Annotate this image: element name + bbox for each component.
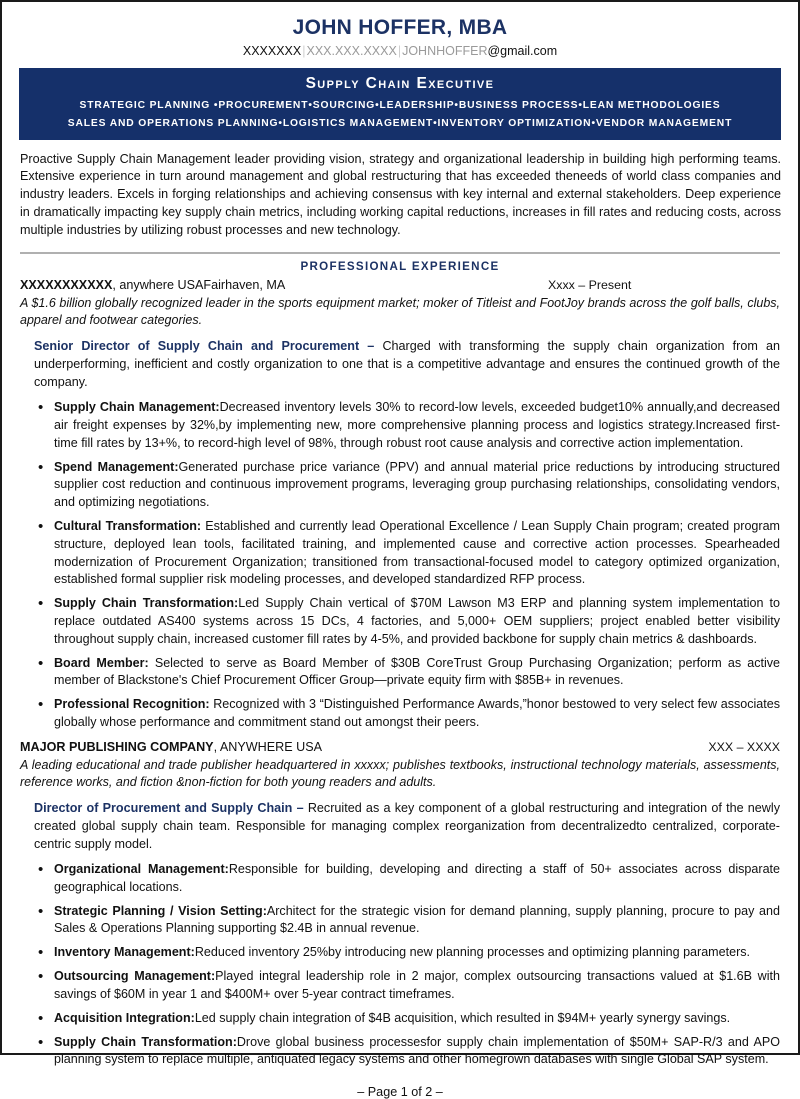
- list-item: [20, 861, 780, 897]
- bullet-text: Drove global business processesfor supply chain implementation of $50M+ SAP-R/3 and APO planning system to replace multiple, antiquated legacy systems and other homegrown databases with single Global SAP system.: [54, 1034, 781, 1067]
- list-item: [20, 399, 780, 452]
- job-dates: XXX – XXXX: [708, 739, 780, 754]
- banner-keywords-line-2: SALES AND OPERATIONS PLANNING•LOGISTICS MANAGEMENT•INVENTORY OPTIMIZATION•VENDOR MANAGEMENT: [67, 117, 733, 129]
- role-description: Charged with transforming the supply chain organization from an underperforming, inefficient and costly organization to one that is a competitive advantage and ensures the continued growth of the company.: [34, 339, 781, 390]
- company-description: A leading educational and trade publisher headquartered in xxxxx; publishes textbooks, instructional technology materials, assessments, reference works, and fiction &non-fiction for both young readers and adults.: [20, 757, 780, 790]
- bullet-text: Generated purchase price variance (PPV) and annual material price reductions by introducing structured supplier cost reduction and continuous improvement programs, leveraging group purchasing relationships, consolidating vendors, and optimizing negotiations.: [54, 459, 780, 510]
- bullet-lead: Supply Chain Transformation:: [54, 596, 239, 611]
- list-item: [20, 1010, 780, 1028]
- section-heading-professional-experience: PROFESSIONAL EXPERIENCE: [300, 259, 500, 273]
- professional-summary: Proactive Supply Chain Management leader providing vision, strategy and organizational leadership in building high performing teams. Extensive experience in turn around management and global restructuring that has exceeded theneeds of world class companies and industry leaders. Excels in forging relationships and achieving consensus with key internal and external stakeholders. Deep experience in dramatically impacting key supply chain metrics, including working capital reductions, increases in fill rates and reducing costs, across multiple industries by utilizing robust processes and new technology.: [20, 151, 781, 238]
- bullet-text: Reduced inventory 25%by introducing new planning processes and optimizing planning parameters.: [194, 945, 751, 960]
- company-name: XXXXXXXXXXX: [20, 277, 113, 292]
- bullet-lead: Supply Chain Management:: [54, 400, 220, 415]
- company-description: A $1.6 billion globally recognized leader in the sports equipment market; moker of Titleist and FootJoy brands across the golf balls, clubs, apparel and footwear categories.: [20, 295, 780, 328]
- achievement-list: [20, 861, 780, 1069]
- company-name: MAJOR PUBLISHING COMPANY: [20, 739, 214, 754]
- list-item: [20, 459, 780, 512]
- company-location: , ANYWHERE USA: [213, 739, 323, 754]
- contact-phone: XXX.XXX.XXXX: [306, 44, 397, 59]
- bullet-text: Selected to serve as Board Member of $30B CoreTrust Group Purchasing Organization; perform as active member of Blackstone's Chief Procurement Officer Group—private equity firm with $85B+ in revenues.: [54, 655, 781, 688]
- bullet-text: Led supply chain integration of $4B acquisition, which resulted in $94M+ yearly synergy savings.: [194, 1010, 731, 1025]
- bullet-text: Architect for the strategic vision for demand planning, supply planning, procure to pay and Sales & Operations Planning supporting $2.4B in annual revenue.: [54, 903, 780, 936]
- bullet-text: Recognized with 3 “Distinguished Performance Awards,”honor bestowed to very select few associates globally whose performance and commitment stand out amongst their peers.: [54, 697, 780, 730]
- role-title: Senior Director of Supply Chain and Procurement –: [34, 339, 383, 354]
- role-title: Director of Procurement and Supply Chain –: [34, 801, 308, 816]
- list-item: [20, 1034, 780, 1070]
- job-dates: Xxxx – Present: [548, 277, 632, 292]
- contact-line: [18, 44, 782, 59]
- bullet-lead: Organizational Management:: [54, 862, 229, 877]
- banner-keywords-line-1: STRATEGIC PLANNING •PROCUREMENT•SOURCING•LEADERSHIP•BUSINESS PROCESS•LEAN METHODOLOGIES: [79, 99, 721, 111]
- contact-address: XXXXXXX: [242, 44, 302, 59]
- job-header: [20, 277, 780, 294]
- section-divider: [20, 252, 780, 254]
- list-item: [20, 696, 780, 732]
- contact-separator-1: |: [302, 44, 306, 59]
- bullet-lead: Supply Chain Transformation:: [54, 1034, 237, 1049]
- achievement-list: [20, 399, 780, 732]
- role-block: [34, 338, 780, 392]
- bullet-text: Responsible for building, developing and directing a staff of 50+ associates across disparate geographical locations.: [54, 862, 781, 894]
- role-block: [34, 800, 780, 854]
- role-description: Recruited as a key component of a global restructuring and integration of the newly created global supply chain team. Responsible for managing complex reorganization from decentralizedto centralized, corporate-centric supply model.: [34, 801, 780, 852]
- bullet-lead: Outsourcing Management:: [54, 969, 216, 984]
- list-item: [20, 968, 780, 1004]
- contact-email-user: JOHNHOFFER: [402, 44, 488, 59]
- bullet-lead: Spend Management:: [54, 459, 179, 474]
- job-header: [20, 739, 780, 756]
- page-title: JOHN HOFFER, MBA: [292, 16, 508, 39]
- bullet-lead: Professional Recognition:: [54, 697, 210, 712]
- list-item: [20, 903, 780, 939]
- bullet-lead: Acquisition Integration:: [54, 1010, 195, 1025]
- page-footer: – Page 1 of 2 –: [357, 1085, 443, 1099]
- contact-separator-2: |: [397, 44, 402, 59]
- list-item: [20, 655, 780, 691]
- bullet-text: Decreased inventory levels 30% to record-low levels, exceeded budget10% annually,and decreased air freight expenses by 32%,by implementing new, more comprehensive planning process and logistics strategy.Increased first-time fill rates by 13+%, to record-high level of 98%, through robust root cause analysis and corrective action implementation.: [54, 400, 780, 450]
- bullet-lead: Inventory Management:: [54, 945, 195, 960]
- bullet-text: Led Supply Chain vertical of $70M Lawson M3 ERP and planning system implementation to replace outdated AS400 systems across 15 DCs, 4 factories, and 5,000+ OEM suppliers; project enabled better visibility throughout supply chain, increased customer fill rates by 4-5%, and provided backbone for supply chain metrics & dashboards.: [54, 596, 780, 646]
- company-location: , anywhere USAFairhaven, MA: [112, 277, 286, 292]
- list-item: [20, 518, 780, 589]
- bullet-text: Established and currently lead Operational Excellence / Lean Supply Chain program; created program structure, deployed lean tools, facilitated training, and implemented cause and corrective action processes. Spearheaded modernization of Procurement Organization; transitioned from transactional-focused model to category optimized organization, established formal supplier risk modeling processes, and developed standardized RFP process.: [54, 518, 781, 587]
- list-item: [20, 595, 780, 648]
- bullet-lead: Board Member:: [54, 655, 149, 670]
- bullet-lead: Cultural Transformation:: [54, 518, 202, 533]
- headline-banner: [19, 68, 781, 140]
- bullet-lead: Strategic Planning / Vision Setting:: [54, 903, 267, 918]
- contact-email-domain: @gmail.com: [487, 44, 558, 59]
- list-item: [20, 944, 780, 962]
- banner-title: Supply Chain Executive: [305, 75, 495, 93]
- bullet-text: Played integral leadership role in 2 major, complex outsourcing transactions valued at $1.6B with savings of $60M in year 1 and $400M+ over 5-year contract timeframes.: [54, 969, 780, 1001]
